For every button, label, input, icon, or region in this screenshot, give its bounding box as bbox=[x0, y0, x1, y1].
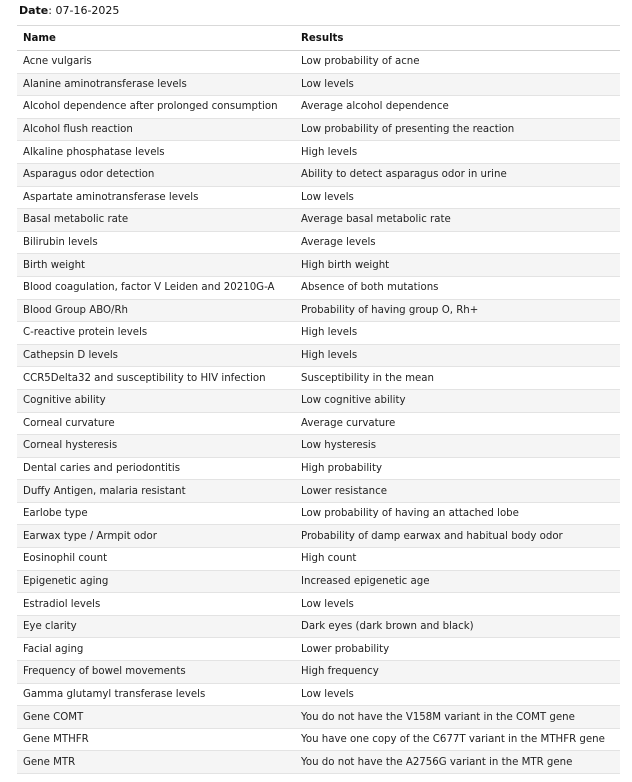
row-result-cell: Low levels bbox=[295, 73, 620, 96]
row-name-cell: Duffy Antigen, malaria resistant bbox=[17, 480, 295, 503]
row-name-cell: Corneal curvature bbox=[17, 412, 295, 435]
table-row bbox=[17, 73, 620, 96]
row-name-cell: Estradiol levels bbox=[17, 593, 295, 616]
row-result-cell: High levels bbox=[295, 141, 620, 164]
row-result-cell: You have one copy of the C677T variant in the MTHFR gene bbox=[295, 728, 620, 751]
row-name-cell: CCR5Delta32 and susceptibility to HIV infection bbox=[17, 367, 295, 390]
row-name-cell: Gene MTR bbox=[17, 751, 295, 774]
table-row bbox=[17, 706, 620, 729]
row-result-cell: High levels bbox=[295, 344, 620, 367]
row-result-cell: Low cognitive ability bbox=[295, 389, 620, 412]
row-name-cell: Cognitive ability bbox=[17, 389, 295, 412]
table-row bbox=[17, 457, 620, 480]
table-row bbox=[17, 209, 620, 232]
row-name-cell: Facial aging bbox=[17, 638, 295, 661]
table-row bbox=[17, 118, 620, 141]
row-result-cell: High probability bbox=[295, 457, 620, 480]
table-row bbox=[17, 367, 620, 390]
row-name-cell: Gene COMT bbox=[17, 706, 295, 729]
row-name-cell: Basal metabolic rate bbox=[17, 209, 295, 232]
row-result-cell: Low probability of presenting the reaction bbox=[295, 118, 620, 141]
row-result-cell: You do not have the V158M variant in the COMT gene bbox=[295, 706, 620, 729]
table-row bbox=[17, 661, 620, 684]
results-table bbox=[17, 25, 620, 774]
row-result-cell: Susceptibility in the mean bbox=[295, 367, 620, 390]
row-name-cell: Bilirubin levels bbox=[17, 231, 295, 254]
row-result-cell: Low hysteresis bbox=[295, 435, 620, 458]
row-name-cell: Eye clarity bbox=[17, 615, 295, 638]
table-row bbox=[17, 254, 620, 277]
table-row bbox=[17, 389, 620, 412]
row-name-cell: Alkaline phosphatase levels bbox=[17, 141, 295, 164]
table-row bbox=[17, 728, 620, 751]
table-row bbox=[17, 435, 620, 458]
table-row bbox=[17, 412, 620, 435]
table-row bbox=[17, 480, 620, 503]
table-row bbox=[17, 299, 620, 322]
row-name-cell: Epigenetic aging bbox=[17, 570, 295, 593]
table-row bbox=[17, 344, 620, 367]
row-name-cell: C-reactive protein levels bbox=[17, 322, 295, 345]
row-name-cell: Frequency of bowel movements bbox=[17, 661, 295, 684]
row-result-cell: High frequency bbox=[295, 661, 620, 684]
table-row bbox=[17, 593, 620, 616]
row-result-cell: Probability of damp earwax and habitual body odor bbox=[295, 525, 620, 548]
row-result-cell: High levels bbox=[295, 322, 620, 345]
row-result-cell: Low probability of having an attached lobe bbox=[295, 502, 620, 525]
row-name-cell: Alanine aminotransferase levels bbox=[17, 73, 295, 96]
row-result-cell: You do not have the A2756G variant in the MTR gene bbox=[295, 751, 620, 774]
row-name-cell: Aspartate aminotransferase levels bbox=[17, 186, 295, 209]
table-row bbox=[17, 51, 620, 74]
row-name-cell: Birth weight bbox=[17, 254, 295, 277]
row-result-cell: Absence of both mutations bbox=[295, 276, 620, 299]
row-name-cell: Alcohol dependence after prolonged consumption bbox=[17, 96, 295, 119]
report-date bbox=[19, 4, 119, 18]
row-result-cell: Low levels bbox=[295, 593, 620, 616]
row-name-cell: Gene MTHFR bbox=[17, 728, 295, 751]
table-row bbox=[17, 638, 620, 661]
row-name-cell: Dental caries and periodontitis bbox=[17, 457, 295, 480]
table-row bbox=[17, 525, 620, 548]
row-result-cell: Dark eyes (dark brown and black) bbox=[295, 615, 620, 638]
row-result-cell: Low probability of acne bbox=[295, 51, 620, 74]
row-result-cell: Low levels bbox=[295, 683, 620, 706]
date-label: Date bbox=[19, 4, 49, 17]
row-name-cell: Asparagus odor detection bbox=[17, 163, 295, 186]
row-result-cell: High count bbox=[295, 548, 620, 571]
row-name-cell: Gamma glutamyl transferase levels bbox=[17, 683, 295, 706]
row-result-cell: Lower resistance bbox=[295, 480, 620, 503]
column-header-results: Results bbox=[295, 26, 620, 51]
row-name-cell: Blood Group ABO/Rh bbox=[17, 299, 295, 322]
table-row bbox=[17, 163, 620, 186]
row-name-cell: Earlobe type bbox=[17, 502, 295, 525]
row-result-cell: Average alcohol dependence bbox=[295, 96, 620, 119]
row-result-cell: Average curvature bbox=[295, 412, 620, 435]
column-header-name: Name bbox=[17, 26, 295, 51]
table-row bbox=[17, 502, 620, 525]
row-result-cell: Increased epigenetic age bbox=[295, 570, 620, 593]
row-result-cell: Ability to detect asparagus odor in urine bbox=[295, 163, 620, 186]
row-name-cell: Eosinophil count bbox=[17, 548, 295, 571]
table-row bbox=[17, 322, 620, 345]
table-row bbox=[17, 276, 620, 299]
table-body bbox=[17, 51, 620, 774]
row-name-cell: Alcohol flush reaction bbox=[17, 118, 295, 141]
table-row bbox=[17, 548, 620, 571]
row-name-cell: Acne vulgaris bbox=[17, 51, 295, 74]
row-name-cell: Corneal hysteresis bbox=[17, 435, 295, 458]
row-name-cell: Blood coagulation, factor V Leiden and 20210G-A bbox=[17, 276, 295, 299]
table-header-row bbox=[17, 26, 620, 51]
row-result-cell: Average basal metabolic rate bbox=[295, 209, 620, 232]
row-name-cell: Earwax type / Armpit odor bbox=[17, 525, 295, 548]
table-row bbox=[17, 141, 620, 164]
date-value: : 07-16-2025 bbox=[48, 4, 120, 17]
table-row bbox=[17, 231, 620, 254]
table-row bbox=[17, 570, 620, 593]
table-row bbox=[17, 615, 620, 638]
row-result-cell: Lower probability bbox=[295, 638, 620, 661]
row-result-cell: Probability of having group O, Rh+ bbox=[295, 299, 620, 322]
table-row bbox=[17, 751, 620, 774]
row-result-cell: Average levels bbox=[295, 231, 620, 254]
table-row bbox=[17, 96, 620, 119]
row-name-cell: Cathepsin D levels bbox=[17, 344, 295, 367]
row-result-cell: High birth weight bbox=[295, 254, 620, 277]
table-row bbox=[17, 186, 620, 209]
table-row bbox=[17, 683, 620, 706]
row-result-cell: Low levels bbox=[295, 186, 620, 209]
